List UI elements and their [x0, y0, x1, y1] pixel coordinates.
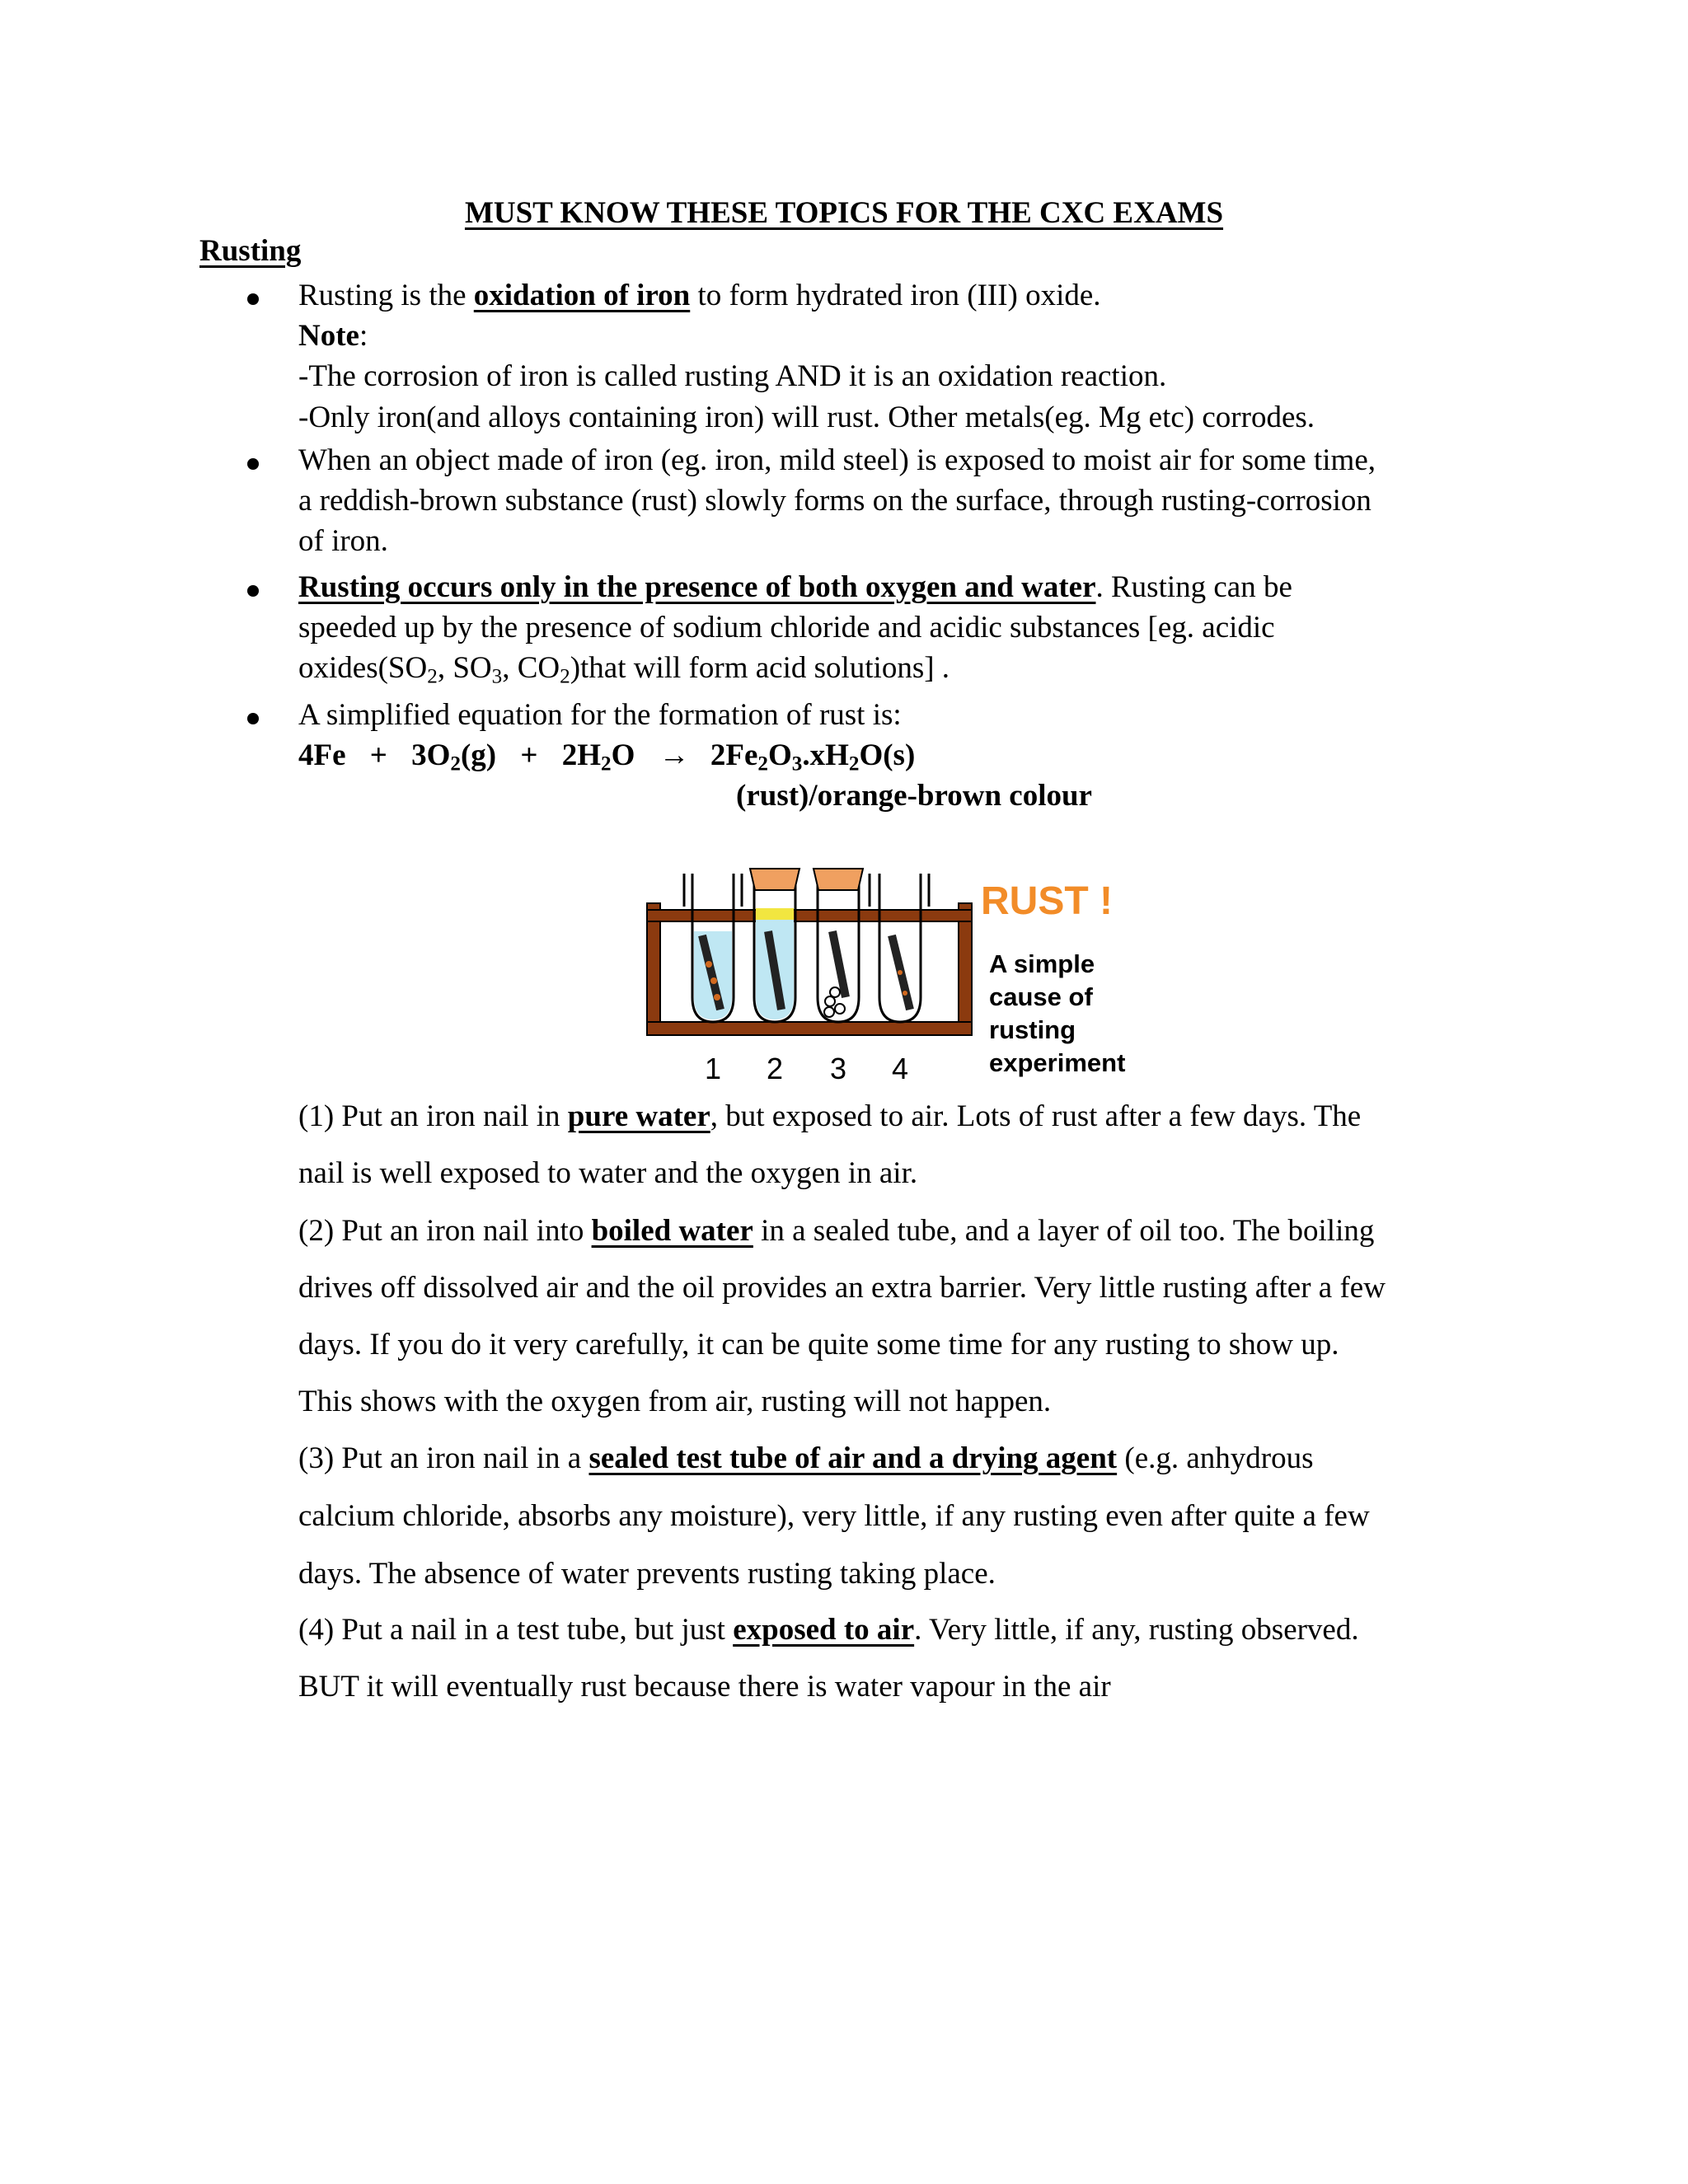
bullet-2-line-1: When an object made of iron (eg. iron, mild steel) is exposed to moist air for some time,	[298, 443, 1376, 477]
boiled-water-emphasis: boiled water	[591, 1214, 753, 1248]
experiment-2-line-1: (2) Put an iron nail into boiled water in a sealed tube, and a layer of oil too. The boiling	[298, 1214, 1375, 1248]
experiment-4-line-1: (4) Put a nail in a test tube, but just exposed to air. Very little, if any, rusting observed.	[298, 1613, 1359, 1647]
experiment-1-line-1: (1) Put an iron nail in pure water, but exposed to air. Lots of rust after a few days. The	[298, 1099, 1362, 1133]
bullet-4-line-1: A simplified equation for the formation of rust is:	[298, 698, 902, 732]
figure-caption: A simple cause of rusting experiment	[989, 949, 1126, 1077]
page-title: MUST KNOW THESE TOPICS FOR THE CXC EXAMS	[464, 196, 1224, 230]
experiment-2-line-2: drives off dissolved air and the oil provides an extra barrier. Very little rusting after a few	[298, 1271, 1386, 1305]
tube-number-2: 2	[767, 1052, 784, 1085]
test-tube-1	[692, 874, 734, 1022]
bullet-3-line-1: Rusting occurs only in the presence of both oxygen and water. Rusting can be	[298, 570, 1292, 604]
pure-water-emphasis: pure water	[567, 1099, 710, 1133]
bullet-2-line-3: of iron.	[298, 524, 388, 558]
bullet-1-line-1: Rusting is the oxidation of iron to form hydrated iron (III) oxide.	[298, 279, 1101, 312]
section-heading: Rusting	[199, 234, 302, 268]
exposed-to-air-emphasis: exposed to air	[733, 1613, 915, 1647]
oxidation-of-iron-emphasis: oxidation of iron	[473, 279, 691, 312]
experiment-3-line-2: calcium chloride, absorbs any moisture), very little, if any rusting even after quite a few	[298, 1499, 1370, 1533]
experiment-1-line-2: nail is well exposed to water and the oxygen in air.	[298, 1156, 918, 1190]
bullet-marker	[247, 585, 259, 597]
equation-caption: (rust)/orange-brown colour	[736, 779, 1092, 813]
rust-equation: $4Fe + 3O_2(g) + 2H_2O \to 2Fe_2O_3.xH_2O(s)$	[298, 738, 916, 776]
experiment-3-line-3: days. The absence of water prevents rusting taking place.	[298, 1557, 996, 1591]
bullet-marker	[247, 713, 259, 724]
note-label: Note	[298, 319, 359, 353]
note-line-2: -Only iron(and alloys containing iron) will rust. Other metals(eg. Mg etc) corrodes.	[298, 401, 1315, 434]
test-tube-3	[814, 869, 863, 1022]
test-tube-4	[879, 874, 921, 1022]
rust-experiment-figure	[635, 857, 1162, 1088]
tube-number-4: 4	[892, 1052, 909, 1085]
rusting-condition-emphasis: Rusting occurs only in the presence of both oxygen and water	[298, 570, 1096, 604]
bullet-3-line-3: $oxides(SO_2$, $SO_3$, $CO_2)that$ will form acid solutions] .	[298, 651, 950, 688]
bullet-2-line-2: a reddish-brown substance (rust) slowly forms on the surface, through rusting-corrosion	[298, 484, 1372, 518]
tube-number-3: 3	[830, 1052, 847, 1085]
note-line-1: -The corrosion of iron is called rusting AND it is an oxidation reaction.	[298, 359, 1167, 393]
experiment-2-line-4: This shows with the oxygen from air, rusting will not happen.	[298, 1385, 1052, 1418]
experiment-2-line-3: days. If you do it very carefully, it can be quite some time for any rusting to show up.	[298, 1328, 1339, 1361]
drying-agent-emphasis: sealed test tube of air and a drying agent	[588, 1441, 1118, 1475]
bullet-3-line-2: speeded up by the presence of sodium chloride and acidic substances [eg. acidic	[298, 611, 1275, 644]
rust-heading: RUST !	[981, 879, 1113, 923]
experiment-4-line-2: BUT it will eventually rust because there is water vapour in the air	[298, 1670, 1111, 1704]
test-tube-2	[750, 869, 799, 1022]
experiment-3-line-1: (3) Put an iron nail in a sealed test tube of air and a drying agent (e.g. anhydrous	[298, 1441, 1314, 1475]
note-label-line: Note:	[298, 319, 368, 353]
tube-number-1: 1	[705, 1052, 722, 1085]
bullet-marker	[247, 458, 259, 470]
bullet-marker	[247, 293, 259, 305]
